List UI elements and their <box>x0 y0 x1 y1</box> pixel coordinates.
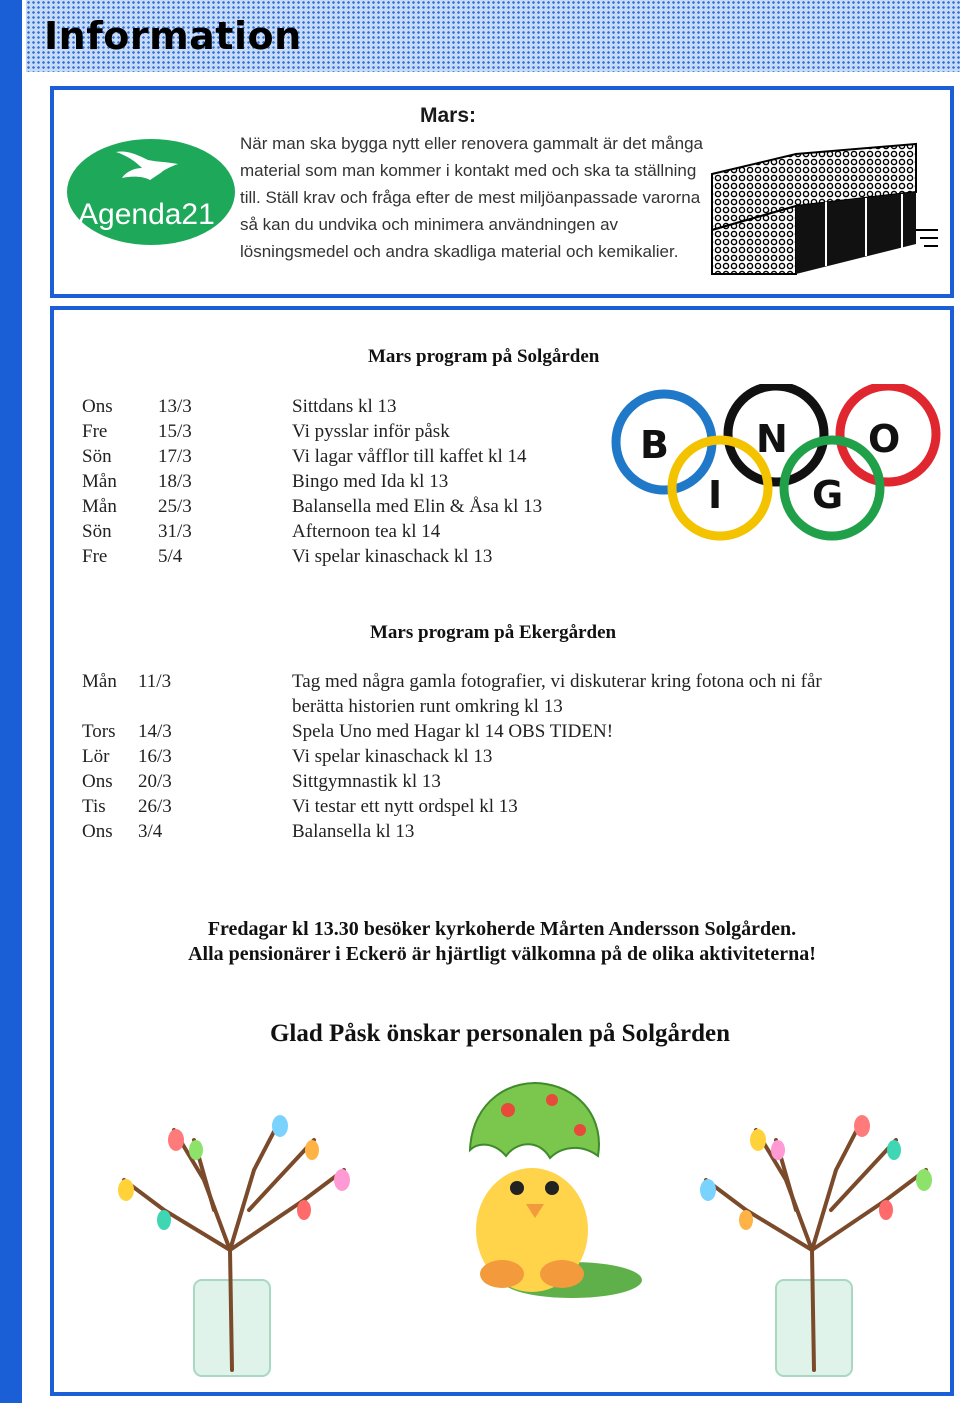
schedule-date: 18/3 <box>158 471 192 492</box>
schedule-date: 5/4 <box>158 546 183 567</box>
bingo-letter: G <box>812 473 844 517</box>
schedule-activity: Spela Uno med Hagar kl 14 OBS TIDEN! <box>292 721 614 742</box>
bingo-letter: O <box>868 417 901 461</box>
solgarden-row <box>82 544 822 569</box>
schedule-date: 11/3 <box>138 671 172 692</box>
solgarden-heading: Mars program på Solgården <box>368 346 600 367</box>
visit-note: Fredagar kl 13.30 besöker kyrkoherde Mårten Andersson Solgården. <box>207 918 797 940</box>
schedule-activity: Vi testar ett nytt ordspel kl 13 <box>292 796 518 817</box>
schedule-day: Tors <box>82 721 116 742</box>
left-accent-divider <box>22 0 26 1403</box>
schedule-day: Tis <box>82 796 106 817</box>
bingo-rings-illustration <box>606 384 946 544</box>
ekergarden-heading: Mars program på Ekergården <box>370 622 617 643</box>
schedule-date: 25/3 <box>158 496 192 517</box>
easter-tree-left-illustration <box>104 1100 364 1380</box>
welcome-note: Alla pensionärer i Eckerö är hjärtligt välkomna på de olika aktiviteterna! <box>188 943 816 965</box>
agenda21-logo <box>66 138 236 246</box>
mars-text: När man ska bygga nytt eller renovera gammalt är det många material som man kommer i kontakt med och ska ta ställning till. Ställ krav och fråga efter de mest miljöanpassade varorna så kan du undvika och minimera användningen av lösningsmedel och andra skadliga material och kemikalier. <box>240 134 704 261</box>
schedule-activity: Afternoon tea kl 14 <box>292 521 441 542</box>
ekergarden-row <box>82 744 822 769</box>
schedule-day: Ons <box>82 396 113 417</box>
schedule-date: 17/3 <box>158 446 192 467</box>
schedule-activity: Sittdans kl 13 <box>292 396 397 417</box>
woodpile-illustration <box>706 134 938 284</box>
schedule-day: Fre <box>82 421 108 442</box>
schedule-activity: Bingo med Ida kl 13 <box>292 471 449 492</box>
schedule-activity: Vi spelar kinaschack kl 13 <box>292 546 493 567</box>
ekergarden-row <box>82 769 822 794</box>
schedule-day: Mån <box>82 496 117 517</box>
schedule-date: 16/3 <box>138 746 172 767</box>
ekergarden-row <box>82 719 822 744</box>
ekergarden-row <box>82 669 822 719</box>
program-panel <box>50 306 954 1396</box>
schedule-date: 20/3 <box>138 771 172 792</box>
schedule-day: Ons <box>82 771 113 792</box>
ekergarden-row <box>82 794 822 819</box>
bingo-letter: I <box>708 473 723 517</box>
schedule-day: Mån <box>82 471 117 492</box>
easter-tree-right-illustration <box>682 1100 942 1380</box>
schedule-date: 15/3 <box>158 421 192 442</box>
mars-heading: Mars: <box>420 104 477 127</box>
schedule-activity: Vi spelar kinaschack kl 13 <box>292 746 493 767</box>
easter-greeting: Glad Påsk önskar personalen på Solgården <box>269 1020 731 1047</box>
schedule-activity: Tag med några gamla fotografier, vi diskuterar kring fotona och ni får berätta historien runt omkring kl 13 <box>292 671 822 717</box>
schedule-date: 31/3 <box>158 521 192 542</box>
left-accent-bar <box>0 0 22 1403</box>
page-title: Information <box>44 14 302 58</box>
schedule-activity: Vi pysslar inför påsk <box>292 421 450 442</box>
schedule-activity: Balansella kl 13 <box>292 821 415 842</box>
schedule-date: 14/3 <box>138 721 172 742</box>
schedule-date: 3/4 <box>138 821 163 842</box>
schedule-day: Sön <box>82 446 112 467</box>
bingo-letter: N <box>756 417 788 461</box>
mars-info-panel <box>50 86 954 298</box>
bingo-letter: B <box>640 423 669 467</box>
easter-chick-illustration <box>422 1070 662 1320</box>
schedule-activity: Balansella med Elin & Åsa kl 13 <box>292 496 543 517</box>
schedule-day: Fre <box>82 546 108 567</box>
schedule-day: Mån <box>82 671 117 692</box>
schedule-day: Lör <box>82 746 110 767</box>
schedule-day: Sön <box>82 521 112 542</box>
schedule-date: 26/3 <box>138 796 172 817</box>
schedule-day: Ons <box>82 821 113 842</box>
schedule-activity: Sittgymnastik kl 13 <box>292 771 441 792</box>
schedule-activity: Vi lagar våfflor till kaffet kl 14 <box>292 446 527 467</box>
ekergarden-row <box>82 819 822 844</box>
schedule-date: 13/3 <box>158 396 192 417</box>
agenda21-logo-text: Agenda21 <box>78 198 215 231</box>
